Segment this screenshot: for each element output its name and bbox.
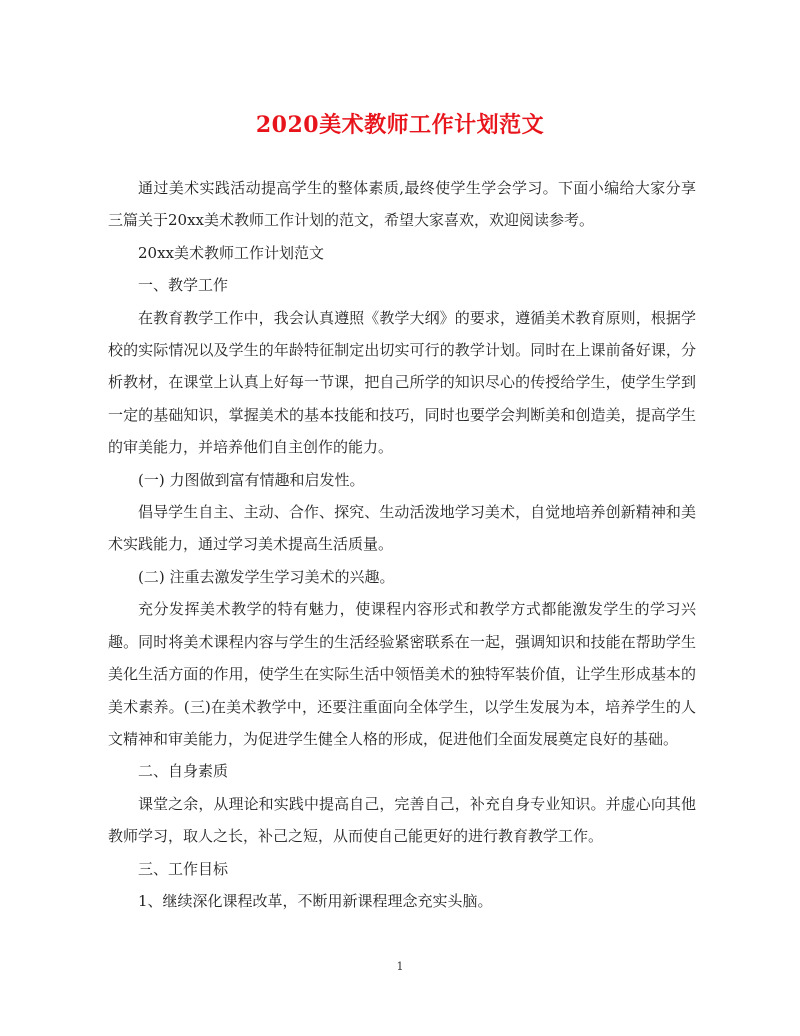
body-paragraph: 课堂之余，从理论和实践中提高自己，完善自己，补充自身专业知识。并虚心向其他教师学习，取人之长，补己之短，从而使自己能更好的进行教育教学工作。 — [108, 794, 696, 846]
body-paragraph: 充分发挥美术教学的特有魅力，使课程内容形式和教学方式都能激发学生的学习兴趣。同时将美术课程内容与学生的生活经验紧密联系在一起，强调知识和技能在帮助学生美化生活方面的作用，使学生在实际生活中领悟美术的独特军装价值，让学生形成基本的美术素养。(三)在美术教学中，还要注重面向全体学生，以学生发展为本，培养学生的人文精神和审美能力，为促进学生健全人格的形成，促进他们全面发展奠定良好的基础。 — [108, 600, 696, 748]
subtitle-paragraph: 20xx美术教师工作计划范文 — [138, 243, 325, 262]
subsection-heading-1: (一) 力图做到富有情趣和启发性。 — [138, 470, 365, 489]
goal-item: 1、继续深化课程改革，不断用新课程理念充实头脑。 — [138, 891, 493, 910]
section-heading-self-quality: 二、自身素质 — [138, 762, 229, 781]
document-body — [108, 172, 696, 917]
section-heading-goals: 三、工作目标 — [138, 859, 229, 878]
document-title: 2020美术教师工作计划范文 — [255, 112, 545, 138]
body-paragraph: 倡导学生自主、主动、合作、探究、生动活泼地学习美术，自觉地培养创新精神和美术实践能力，通过学习美术提高生活质量。 — [108, 503, 696, 554]
intro-paragraph: 通过美术实践活动提高学生的整体素质,最终使学生学会学习。下面小编给大家分享三篇关于20xx美术教师工作计划的范文，希望大家喜欢，欢迎阅读参考。 — [108, 179, 696, 230]
page-number: 1 — [396, 960, 404, 973]
section-heading-teaching: 一、教学工作 — [138, 276, 229, 295]
body-paragraph: 在教育教学工作中，我会认真遵照《教学大纲》的要求，遵循美术教育原则，根据学校的实际情况以及学生的年龄特征制定出切实可行的教学计划。同时在上课前备好课，分析教材，在课堂上认真上好每一节课，把自己所学的知识尽心的传授给学生，使学生学到一定的基础知识，掌握美术的基本技能和技巧，同时也要学会判断美和创造美，提高学生的审美能力，并培养他们自主创作的能力。 — [108, 308, 696, 457]
subsection-heading-2: (二) 注重去激发学生学习美术的兴趣。 — [138, 567, 395, 586]
